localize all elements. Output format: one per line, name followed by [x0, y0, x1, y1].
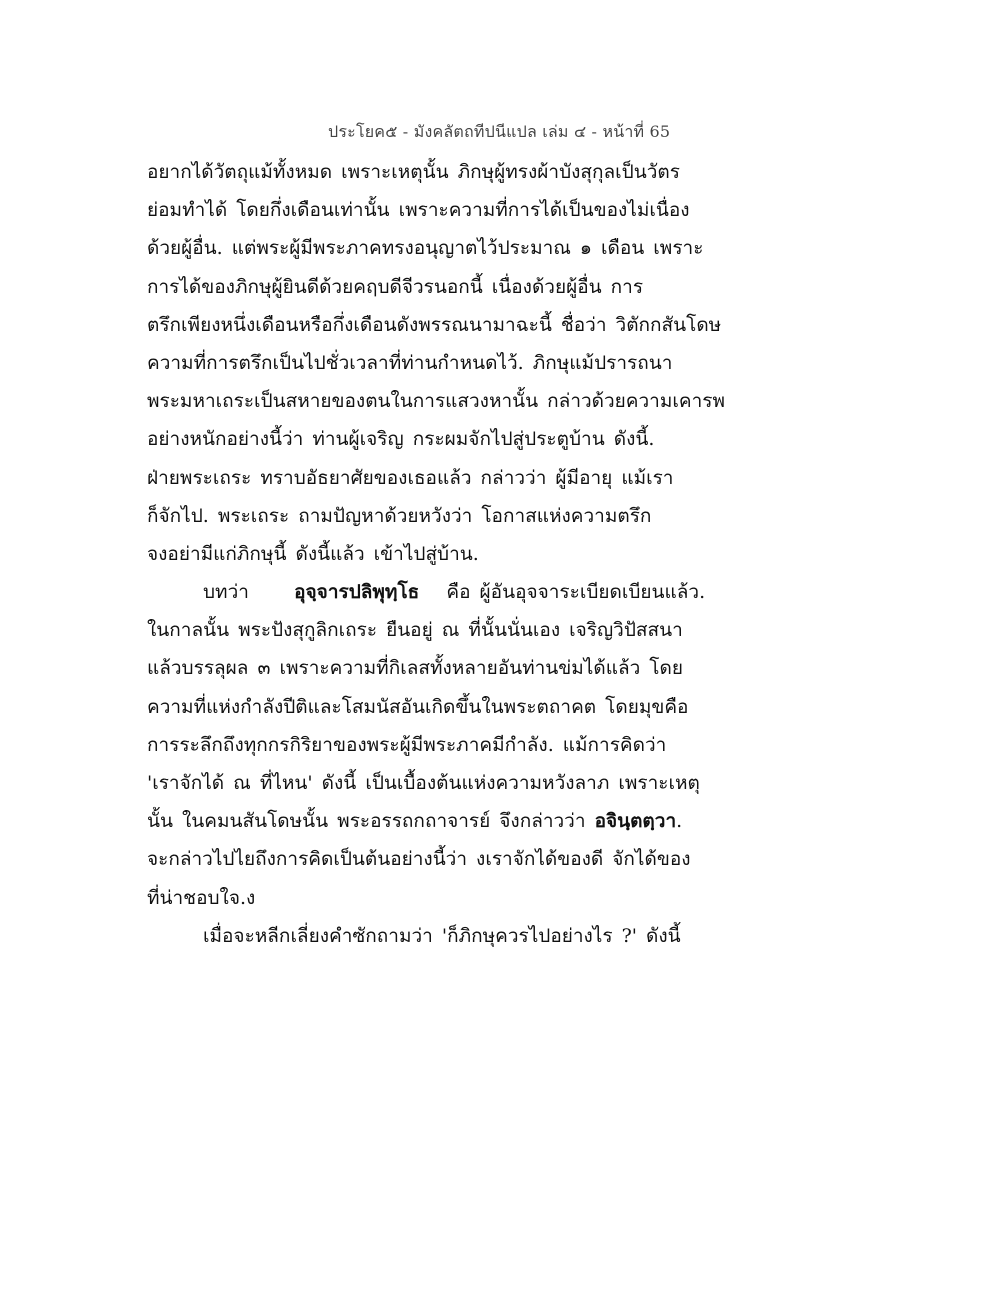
text-line: อยากได้วัตถุแม้ทั้งหมด เพราะเหตุนั้น ภิกษุผู้ทรงผ้าบังสุกุลเป็นวัตร [147, 161, 680, 183]
text-line: จงอย่ามีแก่ภิกษุนี้ ดังนี้แล้ว เข้าไปสู่บ้าน. [147, 542, 479, 565]
text-line: แล้วบรรลุผล ๓ เพราะความที่กิเลสทั้งหลายอันท่านข่มได้แล้ว โดย [147, 657, 683, 680]
text-line-with-term [147, 802, 747, 840]
text-line: ความที่แห่งกำลังปีติและโสมนัสอันเกิดขึ้นในพระตถาคต โดยมุขคือ [147, 695, 689, 718]
text-line: อย่างหนักอย่างนี้ว่า ท่านผู้เจริญ กระผมจักไปสู่ประตูบ้าน ดังนี้. [147, 428, 655, 451]
text-line: ความที่การตรึกเป็นไปชั่วเวลาที่ท่านกำหนดไว้. ภิกษุแม้ปรารถนา [147, 351, 673, 374]
text-line: พระมหาเถระเป็นสหายของตนในการแสวงหานั้น กล่าวด้วยความเคารพ [147, 390, 725, 413]
running-header: ประโยค๕ - มังคลัตถทีปนีแปล เล่ม ๔ - หน้าที่ 65 [328, 122, 671, 141]
text-line: ตรึกเพียงหนึ่งเดือนหรือกึ่งเดือนดังพรรณนามาฉะนี้ ชื่อว่า วิตักกสันโดษ [147, 313, 722, 336]
paragraph-lead: บทว่า [203, 581, 249, 604]
text-line: ฝ่ายพระเถระ ทราบอัธยาศัยของเธอแล้ว กล่าวว่า ผู้มีอายุ แม้เรา [147, 466, 674, 489]
text-line: ในกาลนั้น พระปังสุกูลิกเถระ ยืนอยู่ ณ ที่นั้นนั่นเอง เจริญวิปัสสนา [147, 619, 683, 642]
text-line: ที่น่าชอบใจ.ง [147, 886, 256, 909]
text-line: การระลึกถึงทุกกรกิริยาของพระผู้มีพระภาคมีกำลัง. แม้การคิดว่า [147, 733, 667, 756]
text-line: การได้ของภิกษุผู้ยินดีด้วยคฤบดีจีวรนอกนี้ เนื่องด้วยผู้อื่น การ [147, 275, 644, 298]
paragraph-rest: คือ ผู้อันอุจจาระเบียดเบียนแล้ว. [446, 581, 706, 604]
paragraph-start [147, 573, 747, 611]
body-text [147, 153, 747, 955]
text-line: ย่อมทำได้ โดยกึ่งเดือนเท่านั้น เพราะความที่การได้เป็นของไม่เนื่อง [147, 199, 690, 222]
text-line: จะกล่าวไปไยถึงการคิดเป็นต้นอย่างนี้ว่า งเราจักได้ของดี จักได้ของ [147, 848, 691, 871]
pali-term: อจินฺตตฺวา [594, 810, 677, 833]
text-line: ด้วยผู้อื่น. แต่พระผู้มีพระภาคทรงอนุญาตไว้ประมาณ ๑ เดือน เพราะ [147, 237, 704, 260]
pali-term: อุจฺจารปลิพุทฺโธ [294, 581, 420, 604]
paragraph-start-last: เมื่อจะหลีกเลี่ยงคำซักถามว่า 'ก็ภิกษุควรไปอย่างไร ?' ดังนี้ [203, 924, 681, 947]
text-line: 'เราจักได้ ณ ที่ไหน' ดังนี้ เป็นเบื้องต้นแห่งความหวังลาภ เพราะเหตุ [147, 772, 700, 794]
text-line: ก็จักไป. พระเถระ ถามปัญหาด้วยหวังว่า โอกาสแห่งความตรึก [147, 504, 652, 527]
line-text: นั้น ในคมนสันโดษนั้น พระอรรถกถาจารย์ จึงกล่าวว่า [147, 810, 595, 833]
line-end: . [676, 810, 683, 833]
